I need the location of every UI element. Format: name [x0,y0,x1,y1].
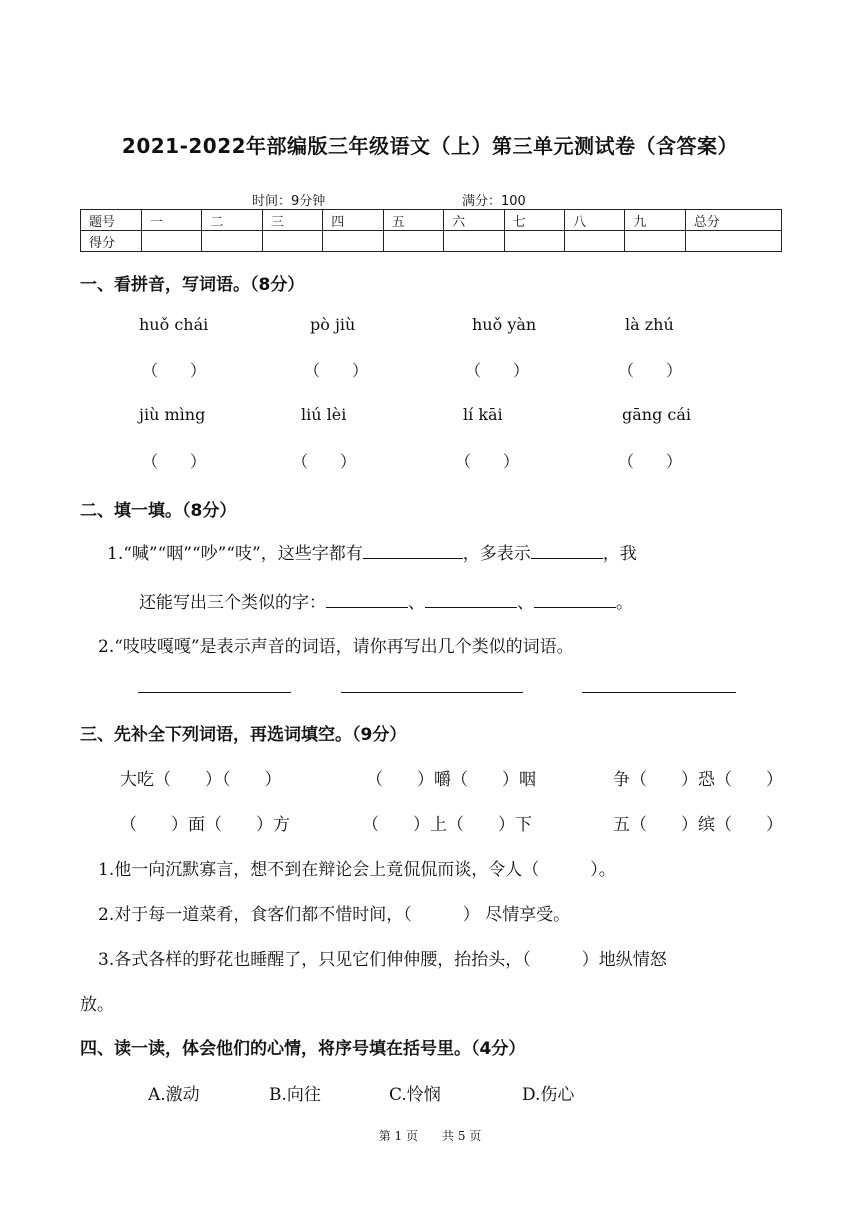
answer-blank[interactable] [531,540,603,559]
question-text: 1.“喊”“咽”“吵”“吱”，这些字都有 [107,544,363,564]
full-score: 满分：100 [462,194,526,209]
idiom-item[interactable]: （ ）嚼（ ）咽 [366,770,536,790]
section-1-heading: 一、看拼音，写词语。（8分） [80,275,305,295]
pinyin-item: jiù mìng [139,405,206,424]
answer-blank[interactable] [425,589,517,608]
answer-line[interactable] [138,692,291,693]
pinyin-item: huǒ yàn [472,315,537,334]
answer-blank[interactable] [326,589,408,608]
idiom-item[interactable]: （ ）面（ ）方 [120,815,290,835]
answer-bracket[interactable]: （ ） [304,361,369,380]
option-b: B.向往 [269,1085,321,1105]
table-cell: 八 [564,210,624,231]
question-3-1: 1.他一向沉默寡言，想不到在辩论会上竟侃侃而谈，令人（ ）。 [98,860,616,880]
question-text: 还能写出三个类似的字： [139,593,326,613]
pinyin-item: liú lèi [301,405,347,424]
idiom-item[interactable]: （ ）上（ ）下 [362,815,532,835]
table-cell: 七 [504,210,564,231]
page-title: 2021-2022年部编版三年级语文（上）第三单元测试卷（含答案） [121,134,739,158]
table-cell: 二 [202,210,262,231]
idiom-item[interactable]: 五（ ）缤（ ） [613,815,783,835]
separator: 、 [408,593,425,613]
score-cell[interactable] [142,231,202,252]
score-cell[interactable] [323,231,383,252]
option-c: C.怜悯 [389,1085,441,1105]
question-3-3: 3.各式各样的野花也睡醒了，只见它们伸伸腰，抬抬头，（ ）地纵情怒 [98,950,667,970]
idiom-item[interactable]: 争（ ）恐（ ） [613,770,783,790]
page-footer: 第 1 页 共 5 页 [378,1129,482,1143]
pinyin-item: huǒ chái [139,315,209,334]
period: 。 [616,593,633,613]
table-cell: 总分 [685,210,781,231]
score-cell[interactable] [444,231,504,252]
answer-line[interactable] [341,692,523,693]
table-row [81,210,782,231]
section-2-heading: 二、填一填。（8分） [80,501,237,521]
pinyin-item: là zhú [625,315,674,334]
option-a: A.激动 [148,1085,200,1105]
table-cell: 得分 [81,231,142,252]
answer-bracket[interactable]: （ ） [292,452,357,471]
pinyin-item: pò jiù [310,315,356,334]
answer-bracket[interactable]: （ ） [465,361,530,380]
score-cell[interactable] [202,231,262,252]
question-text: ，多表示 [462,544,531,564]
table-cell: 一 [142,210,202,231]
section-3-heading: 三、先补全下列词语，再选词填空。（9分） [80,725,407,745]
table-cell: 九 [625,210,685,231]
option-d: D.伤心 [522,1085,575,1105]
pinyin-item: gāng cái [622,405,692,424]
pinyin-item: lí kāi [463,405,503,424]
score-cell[interactable] [564,231,624,252]
table-cell: 六 [444,210,504,231]
answer-bracket[interactable]: （ ） [142,452,207,471]
table-cell: 四 [323,210,383,231]
section-4-heading: 四、读一读，体会他们的心情，将序号填在括号里。（4分） [80,1039,526,1059]
separator: 、 [517,593,534,613]
question-text: ，我 [602,544,637,564]
score-cell[interactable] [383,231,443,252]
answer-blank[interactable] [534,589,616,608]
score-table [80,209,782,252]
question-3-3-cont: 放。 [80,995,114,1015]
question-2-2: 2.“吱吱嘎嘎”是表示声音的词语，请你再写出几个类似的词语。 [98,637,574,657]
exam-time: 时间：9分钟 [252,194,326,209]
score-cell[interactable] [504,231,564,252]
answer-bracket[interactable]: （ ） [455,452,520,471]
table-cell: 五 [383,210,443,231]
answer-bracket[interactable]: （ ） [618,452,683,471]
score-cell[interactable] [262,231,322,252]
answer-bracket[interactable]: （ ） [618,361,683,380]
table-cell: 三 [262,210,322,231]
question-3-2: 2.对于每一道菜肴，食客们都不惜时间，（ ） 尽情享受。 [98,905,571,925]
score-cell[interactable] [625,231,685,252]
question-2-1 [107,539,637,564]
table-cell: 题号 [81,210,142,231]
question-2-1-line2 [139,588,633,613]
answer-line[interactable] [582,692,736,693]
score-cell[interactable] [685,231,781,252]
table-row [81,231,782,252]
answer-blank[interactable] [363,540,463,559]
answer-bracket[interactable]: （ ） [142,361,207,380]
idiom-item[interactable]: 大吃（ ）（ ） [120,770,282,790]
